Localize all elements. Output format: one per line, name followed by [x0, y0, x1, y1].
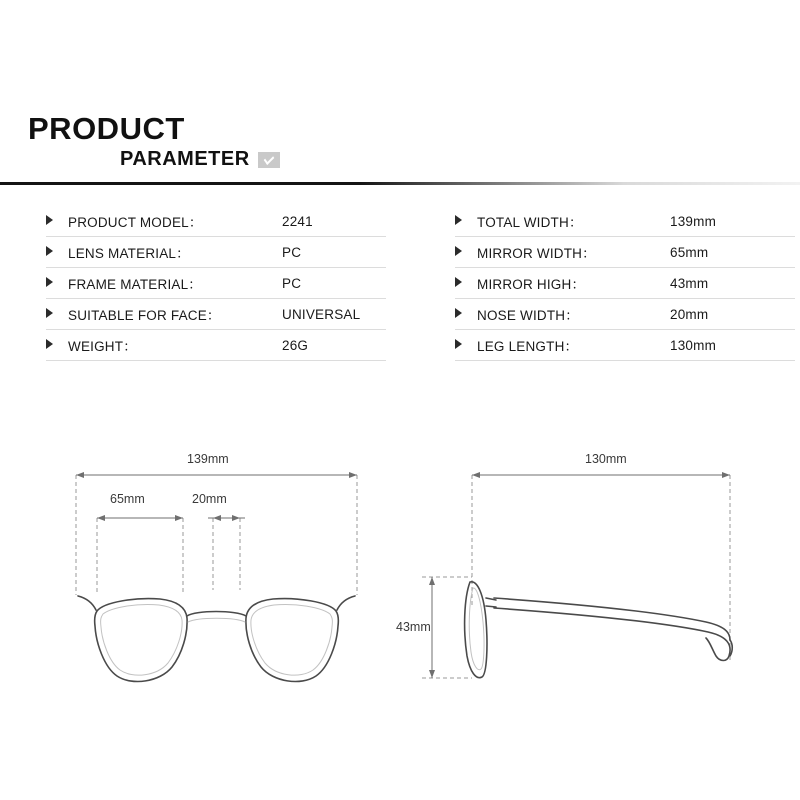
- spec-value: 130mm: [670, 337, 717, 353]
- spec-value: 2241: [282, 213, 313, 229]
- triangle-right-icon: [46, 308, 58, 318]
- spec-column-right: [455, 206, 795, 361]
- triangle-right-icon: [455, 246, 467, 256]
- front-mirror-width-label: 65mm: [110, 492, 145, 506]
- title-main: PRODUCT: [28, 111, 185, 146]
- table-row: [46, 330, 386, 361]
- title-sub-row: [120, 148, 280, 171]
- spec-label: PRODUCT MODEL：: [68, 215, 203, 230]
- spec-value: 43mm: [670, 275, 709, 291]
- triangle-right-icon: [46, 339, 58, 349]
- title-sub: PARAMETER: [120, 148, 250, 170]
- spec-label: WEIGHT：: [68, 339, 137, 354]
- page-title: [28, 112, 280, 171]
- spec-label: MIRROR WIDTH：: [477, 246, 596, 261]
- table-row: [455, 206, 795, 237]
- triangle-right-icon: [46, 246, 58, 256]
- chevron-down-icon: [258, 152, 280, 168]
- spec-value: PC: [282, 244, 302, 260]
- table-row: [455, 268, 795, 299]
- spec-value: 20mm: [670, 306, 709, 322]
- spec-label: FRAME MATERIAL：: [68, 277, 203, 292]
- table-row: [46, 206, 386, 237]
- side-leg-length-label: 130mm: [585, 452, 627, 466]
- spec-label: LENS MATERIAL：: [68, 246, 190, 261]
- page-header: [0, 0, 800, 190]
- table-row: [455, 299, 795, 330]
- triangle-right-icon: [455, 308, 467, 318]
- side-mirror-high-label: 43mm: [396, 620, 431, 634]
- spec-value: 26G: [282, 337, 309, 353]
- spec-label: NOSE WIDTH：: [477, 308, 579, 323]
- table-row: [46, 237, 386, 268]
- front-total-width-label: 139mm: [187, 452, 229, 466]
- spec-value: 139mm: [670, 213, 717, 229]
- dimension-diagrams: [0, 430, 800, 730]
- front-view-drawing: [0, 430, 400, 730]
- triangle-right-icon: [455, 339, 467, 349]
- spec-label: MIRROR HIGH：: [477, 277, 586, 292]
- table-row: [46, 268, 386, 299]
- front-nose-width-label: 20mm: [192, 492, 227, 506]
- triangle-right-icon: [46, 277, 58, 287]
- spec-value: UNIVERSAL: [282, 306, 361, 322]
- spec-label: LEG LENGTH：: [477, 339, 579, 354]
- triangle-right-icon: [455, 277, 467, 287]
- triangle-right-icon: [46, 215, 58, 225]
- header-divider: [0, 182, 800, 185]
- spec-value: 65mm: [670, 244, 709, 260]
- spec-label: SUITABLE FOR FACE：: [68, 308, 221, 323]
- side-view-drawing: [400, 430, 800, 730]
- table-row: [455, 330, 795, 361]
- spec-column-left: [46, 206, 386, 361]
- table-row: [455, 237, 795, 268]
- spec-value: PC: [282, 275, 302, 291]
- table-row: [46, 299, 386, 330]
- specification-table: [0, 206, 800, 386]
- triangle-right-icon: [455, 215, 467, 225]
- spec-label: TOTAL WIDTH：: [477, 215, 583, 230]
